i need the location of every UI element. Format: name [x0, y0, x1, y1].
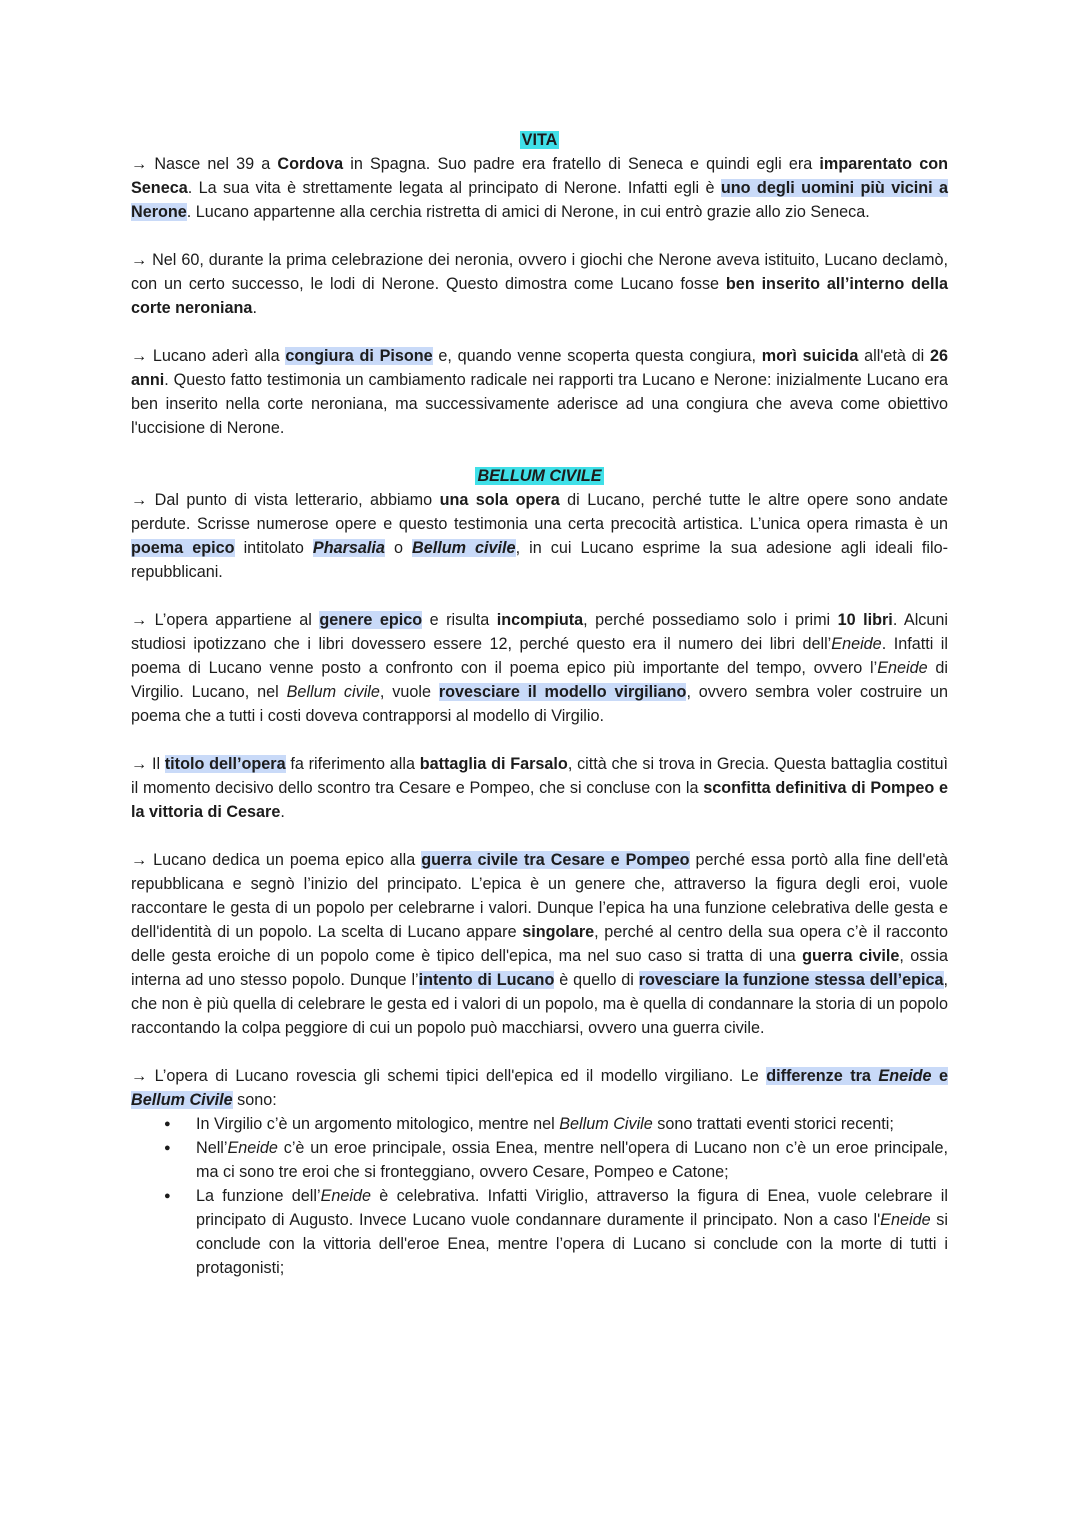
- highlight: genere epico: [319, 611, 423, 629]
- section-title-bellum-civile: BELLUM CIVILE: [477, 467, 602, 485]
- highlight: rovesciare la funzione stessa dell’epica: [638, 971, 944, 989]
- paragraph-birth: → Nasce nel 39 a Cordova in Spagna. Suo padre era fratello di Seneca e quindi egli era imparentato con Seneca. La sua vita è strettamente legata al principato di Nerone. Infatti egli è uno degli uomini più vicini a Nerone. Lucano appartenne alla cerchia ristretta di amici di Nerone, in cui entrò grazie allo zio Seneca.: [131, 155, 948, 221]
- highlight: uno degli uomini più vicini a Nerone: [131, 179, 948, 221]
- paragraph-genere: → L’opera appartiene al genere epico e risulta incompiuta, perché possediamo solo i primi 10 libri. Alcuni studiosi ipotizzano che i libri dovessero essere 12, perché questo era il numero dei libri dell’Eneide. Infatti il poema di Lucano venne posto a confronto con il poema epico più importante del tempo, ovvero l’Eneide di Virgilio. Lucano, nel Bellum civile, vuole rovesciare il modello virgiliano, ovvero sembra voler costruire un poema che a tutti i costi doveva contrapporsi al modello di Virgilio.: [131, 611, 948, 725]
- paragraph-opera: → Dal punto di vista letterario, abbiamo una sola opera di Lucano, perché tutte le altre opere sono andate perdute. Scrisse numerose opere e questo testimonia una certa precocità artistica. L’unica opera rimasta è un poema epico intitolato Pharsalia o Bellum civile, in cui Lucano esprime la sua adesione agli ideali filo-repubblicani.: [131, 491, 949, 581]
- highlight: rovesciare il modello virgiliano: [438, 683, 687, 701]
- section-title-vita: VITA: [521, 131, 558, 149]
- highlight: Pharsalia: [312, 539, 385, 557]
- highlight: poema epico: [131, 539, 235, 557]
- paragraph-differenze: → L’opera di Lucano rovescia gli schemi tipici dell'epica ed il modello virgiliano. Le differenze tra Eneide e Bellum Civile sono:: [131, 1067, 948, 1109]
- document-page: [131, 128, 948, 1280]
- highlight: titolo dell’opera: [164, 755, 286, 773]
- list-item: ● Nell’Eneide c’è un eroe principale, ossia Enea, mentre nell'opera di Lucano non c’è un eroe principale, ma ci sono tre eroi che si fronteggiano, ovvero Cesare, Pompeo e Catone;: [196, 1136, 948, 1184]
- highlight: congiura di Pisone: [285, 347, 433, 365]
- paragraph-pisone: → Lucano aderì alla congiura di Pisone e, quando venne scoperta questa congiura, morì suicida all'età di 26 anni. Questo fatto testimonia un cambiamento radicale nei rapporti tra Lucano e Nerone: inizialmente Lucano era ben inserito nella corte neroniana, ma successivamente aderisce ad una congiura che aveva come obiettivo l'uccisione di Nerone.: [131, 347, 949, 437]
- paragraph-titolo: → Il titolo dell’opera fa riferimento alla battaglia di Farsalo, città che si trova in Grecia. Questa battaglia costituì il momento decisivo dello scontro tra Cesare e Pompeo, che si concluse con la sconfitta definitiva di Pompeo e la vittoria di Cesare.: [131, 755, 949, 821]
- paragraph-neronia: → Nel 60, durante la prima celebrazione dei neronia, ovvero i giochi che Nerone aveva istituito, Lucano declamò, con un certo successo, le lodi di Nerone. Questo dimostra come Lucano fosse ben inserito all’interno della corte neroniana.: [131, 251, 948, 317]
- highlight: guerra civile tra Cesare e Pompeo: [421, 851, 690, 869]
- list-item: ● La funzione dell’Eneide è celebrativa. Infatti Viriglio, attraverso la figura di Enea, vuole celebrare il principato di Augusto. Invece Lucano vuole condannare duramente il principato. Non a caso l'Eneide si conclude con la vittoria dell'eroe Enea, mentre l’opera di Lucano si conclude con la morte di tutti i protagonisti;: [196, 1184, 948, 1280]
- differences-list: [131, 1112, 948, 1280]
- highlight: Bellum civile: [412, 539, 516, 557]
- highlight: differenze tra Eneide e Bellum Civile: [131, 1067, 948, 1109]
- list-item: ● In Virgilio c’è un argomento mitologico, mentre nel Bellum Civile sono trattati eventi storici recenti;: [196, 1112, 948, 1136]
- highlight: intento di Lucano: [418, 971, 555, 989]
- paragraph-guerra-civile: → Lucano dedica un poema epico alla guerra civile tra Cesare e Pompeo perché essa portò alla fine dell'età repubblicana e segnò l’inizio del principato. L’epica è un genere che, attraverso la figura degli eroi, vuole raccontare le gesta di un popolo per celebrarne i valori. Dunque l’epica ha una funzione celebrativa delle gesta e dell'identità di un popolo. La scelta di Lucano appare singolare, perché al centro della sua opera c’è il racconto delle gesta eroiche di un popolo come è tipico dell'epica, ma nel suo caso si tratta di una guerra civile, ossia interna ad uno stesso popolo. Dunque l’intento di Lucano è quello di rovesciare la funzione stessa dell’epica, che non è più quella di celebrare le gesta ed i valori di un popolo, ma è quella di condannare la storia di un popolo raccontando la colpa peggiore di cui un popolo può macchiarsi, ovvero una guerra civile.: [131, 851, 949, 1037]
